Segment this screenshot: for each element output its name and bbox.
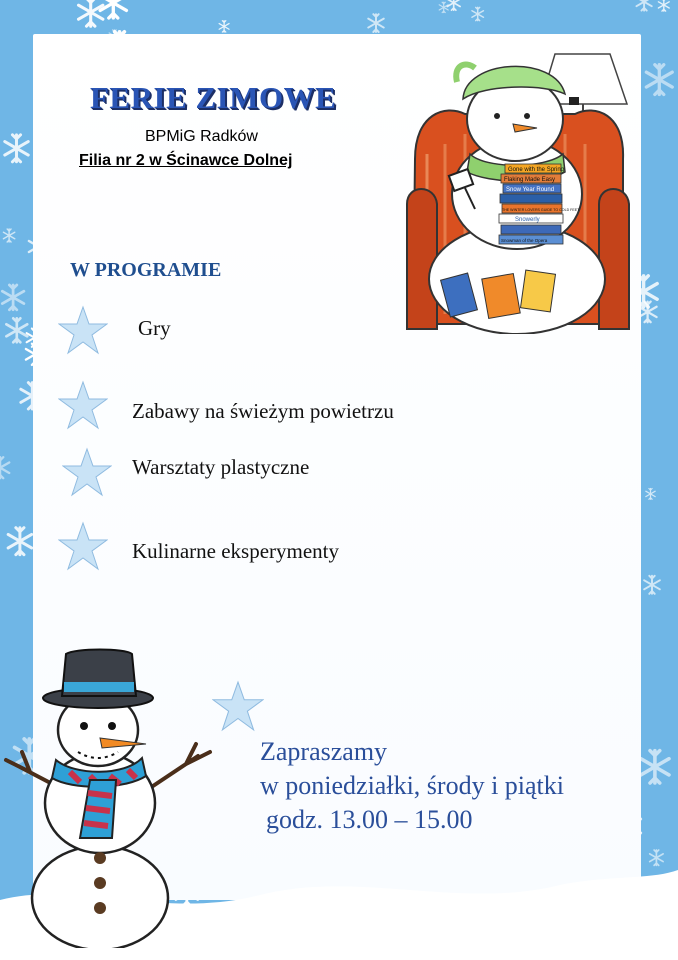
- program-item-outdoor-games: Zabawy na świeżym powietrzu: [132, 399, 394, 423]
- star-icon: [58, 305, 108, 355]
- snowman-illustration: [0, 648, 230, 948]
- book-title: Flaking Made Easy: [504, 177, 556, 183]
- star-icon: [58, 380, 108, 430]
- book-title: Snowerly: [515, 217, 540, 223]
- program-heading: W PROGRAMIE: [70, 259, 222, 281]
- program-item-games: Gry: [138, 316, 171, 340]
- invitation-line-1: Zapraszamy: [260, 737, 388, 766]
- book-title: Snow Year Round: [506, 187, 555, 193]
- program-item-art-workshops: Warsztaty plastyczne: [132, 455, 310, 479]
- star-icon: [58, 521, 108, 571]
- book-title: THE WINTER LOVERS GUIDE TO COLD FEET: [502, 208, 580, 212]
- book-title: Gone with the Spring: [508, 167, 565, 173]
- organization-name: BPMiG Radków: [145, 128, 258, 145]
- star-icon: [62, 447, 112, 497]
- branch-name: Filia nr 2 w Ścinawce Dolnej: [79, 152, 293, 169]
- invitation-days: w poniedziałki, środy i piątki: [260, 771, 565, 800]
- program-item-cooking: Kulinarne eksperymenty: [132, 539, 340, 563]
- book-title: Snowman of the Opera: [501, 238, 548, 243]
- reading-snowman-illustration: [405, 44, 631, 334]
- invitation-hours: godz. 13.00 – 15.00: [266, 805, 473, 834]
- poster-title: FERIE ZIMOWE: [90, 80, 337, 115]
